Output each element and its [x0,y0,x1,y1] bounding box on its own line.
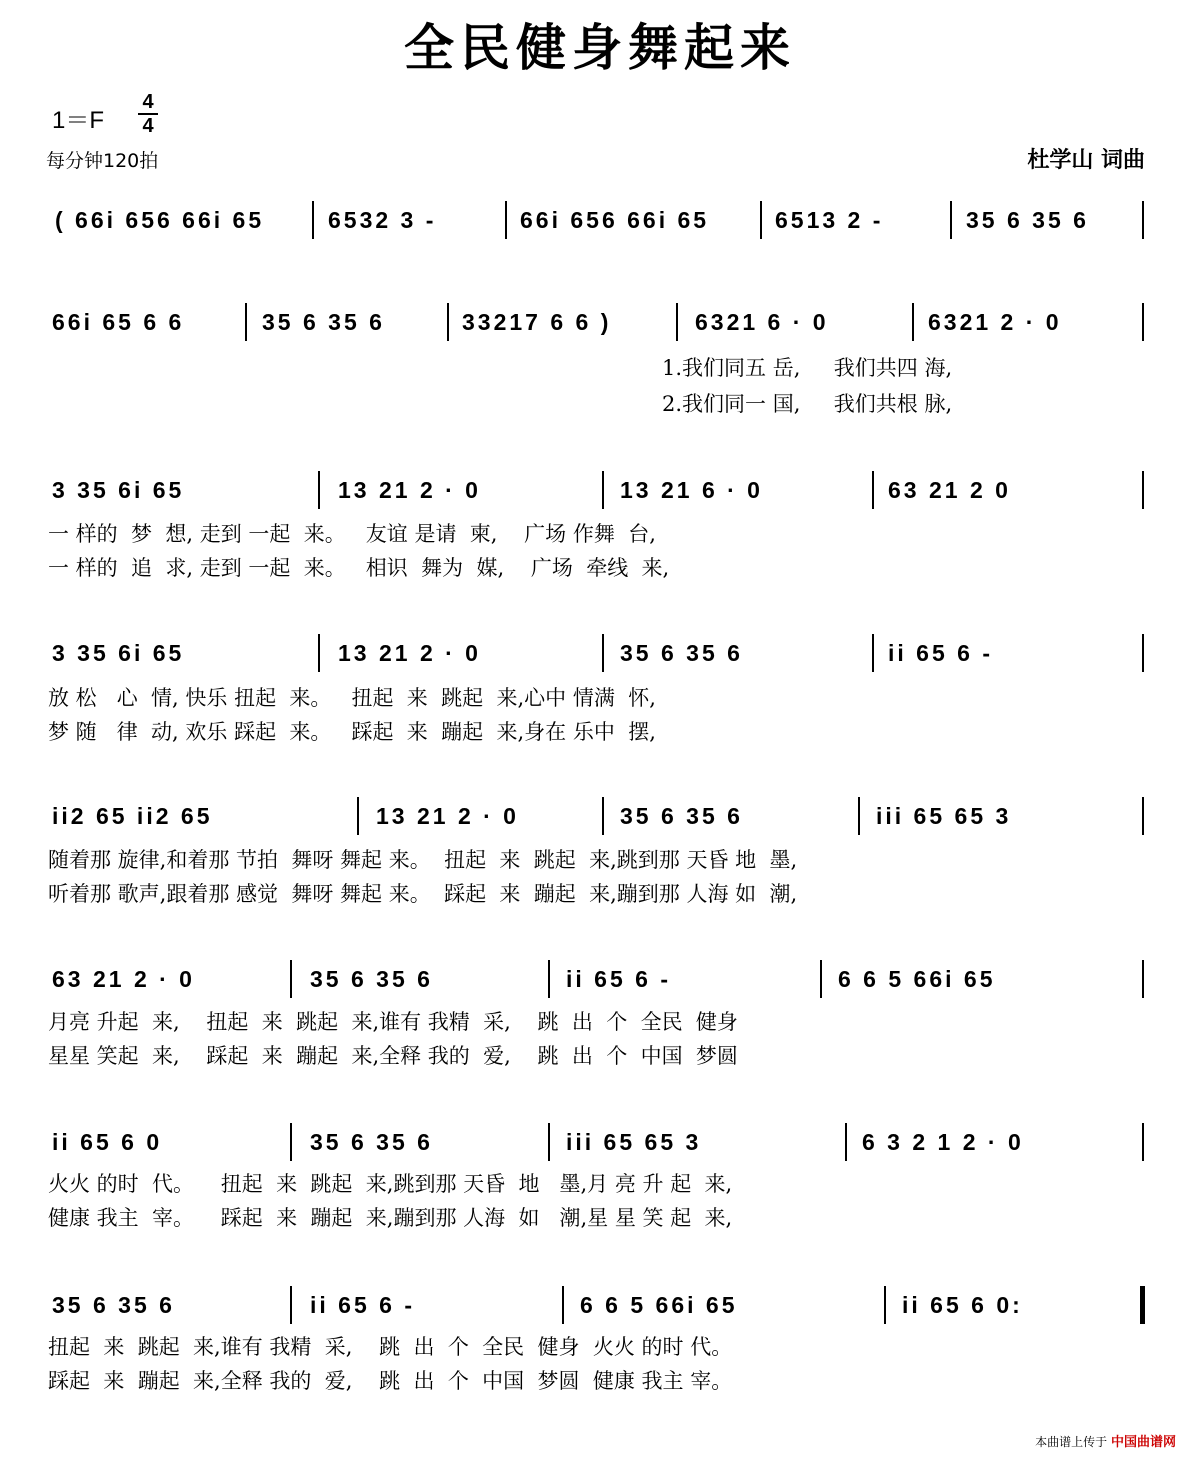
bar-line [602,797,604,835]
bar-line [312,201,314,239]
bar-line [548,1123,550,1161]
bar-line [1142,471,1144,509]
bar-line [872,471,874,509]
footer [1035,1431,1176,1450]
key-signature: 1＝F [52,107,105,134]
lyric-line: 一 样的 梦 想, 走到 一起 来。 友谊 是请 柬, 广场 作舞 台, [48,522,656,546]
lyric-line: 月亮 升起 来, 扭起 来 跳起 来,谁有 我精 采, 跳 出 个 全民 健身 [48,1010,738,1034]
notation-line [0,638,1200,678]
measure-notes: 13 21 2 · 0 [338,640,481,666]
measure-notes: 6513 2 - [775,207,884,233]
measure-notes: 35 6 35 6 [620,640,743,666]
measure-notes: 33217 6 6 ) [462,309,612,335]
bar-line [1140,1286,1145,1324]
notation-line [0,205,1200,245]
measure-notes: 35 6 35 6 [620,803,743,829]
bar-line [676,303,678,341]
bar-line [1142,634,1144,672]
page-title: 全民健身舞起来 [404,18,796,77]
bar-line [318,471,320,509]
bar-line [602,634,604,672]
bar-line [858,797,860,835]
measure-notes: 35 6 35 6 [52,1292,175,1318]
measure-notes: 63 21 2 0 [888,477,1011,503]
bar-line [1142,303,1144,341]
bar-line [845,1123,847,1161]
bar-line [912,303,914,341]
bar-line [602,471,604,509]
measure-notes: 6321 2 · 0 [928,309,1062,335]
measure-notes: ii2 65 ii2 65 [52,803,213,829]
lyric-line: 放 松 心 情, 快乐 扭起 来。 扭起 来 跳起 来,心中 情满 怀, [48,686,656,710]
measure-notes: 3 35 6i 65 [52,477,185,503]
bar-line [548,960,550,998]
measure-notes: 63 21 2 · 0 [52,966,195,992]
time-signature [138,92,158,136]
composer-credit: 杜学山 词曲 [1027,148,1145,173]
notation-line [0,801,1200,841]
notation-line [0,307,1200,347]
lyric-line: 2.我们同一 国, 我们共根 脉, [662,392,953,416]
measure-notes: 35 6 35 6 [310,1129,433,1155]
lyric-line: 听着那 歌声,跟着那 感觉 舞呀 舞起 来。 踩起 来 蹦起 来,蹦到那 人海 如 潮, [48,882,798,906]
meter-top: 4 [142,91,154,113]
bar-line [447,303,449,341]
lyric-line: 扭起 来 跳起 来,谁有 我精 采, 跳 出 个 全民 健身 火火 的时 代。 [48,1335,733,1359]
measure-notes: 6321 6 · 0 [695,309,829,335]
tempo-marking: 每分钟120拍 [46,150,159,172]
measure-notes: 13 21 2 · 0 [376,803,519,829]
bar-line [950,201,952,239]
measure-notes: ii 65 6 - [310,1292,415,1318]
lyric-line: 1.我们同五 岳, 我们共四 海, [662,356,953,380]
measure-notes: 66i 656 66i 65 [520,207,710,233]
bar-line [505,201,507,239]
bar-line [760,201,762,239]
measure-notes: iii 65 65 3 [566,1129,702,1155]
bar-line [1142,201,1144,239]
measure-notes: ii 65 6 0: [902,1292,1023,1318]
bar-line [1142,1123,1144,1161]
bar-line [290,960,292,998]
lyric-line: 一 样的 追 求, 走到 一起 来。 相识 舞为 媒, 广场 牵线 来, [48,556,670,580]
bar-line [1142,797,1144,835]
lyric-line: 星星 笑起 来, 踩起 来 蹦起 来,全释 我的 爱, 跳 出 个 中国 梦圆 [48,1044,738,1068]
measure-notes: ii 65 6 - [888,640,993,666]
measure-notes: 3 35 6i 65 [52,640,185,666]
lyric-line: 健康 我主 宰。 踩起 来 蹦起 来,蹦到那 人海 如 潮,星 星 笑 起 来, [48,1206,733,1230]
measure-notes: 13 21 6 · 0 [620,477,763,503]
bar-line [318,634,320,672]
bar-line [245,303,247,341]
notation-line [0,964,1200,1004]
measure-notes: 6 6 5 66i 65 [838,966,996,992]
measure-notes: ( 66i 656 66i 65 [55,207,265,233]
bar-line [290,1286,292,1324]
bar-line [820,960,822,998]
meter-bottom: 4 [142,115,154,137]
bar-line [884,1286,886,1324]
site-logo: 中国曲谱网 [1110,1435,1176,1450]
bar-line [562,1286,564,1324]
lyric-line: 火火 的时 代。 扭起 来 跳起 来,跳到那 天昏 地 墨,月 亮 升 起 来, [48,1172,733,1196]
measure-notes: 6532 3 - [328,207,437,233]
measure-notes: 35 6 35 6 [966,207,1089,233]
lyric-line: 踩起 来 蹦起 来,全释 我的 爱, 跳 出 个 中国 梦圆 健康 我主 宰。 [48,1369,733,1393]
measure-notes: iii 65 65 3 [876,803,1012,829]
measure-notes: 35 6 35 6 [262,309,385,335]
notation-line [0,475,1200,515]
bar-line [357,797,359,835]
measure-notes: ii 65 6 0 [52,1129,163,1155]
measure-notes: 6 3 2 1 2 · 0 [862,1129,1024,1155]
measure-notes: 35 6 35 6 [310,966,433,992]
lyric-line: 随着那 旋律,和着那 节拍 舞呀 舞起 来。 扭起 来 跳起 来,跳到那 天昏 地 墨, [48,848,798,872]
measure-notes: 13 21 2 · 0 [338,477,481,503]
notation-line [0,1290,1200,1330]
bar-line [290,1123,292,1161]
notation-line [0,1127,1200,1167]
footer-text: 本曲谱上传于 [1035,1435,1108,1449]
measure-notes: 6 6 5 66i 65 [580,1292,738,1318]
bar-line [872,634,874,672]
bar-line [1142,960,1144,998]
measure-notes: ii 65 6 - [566,966,671,992]
measure-notes: 66i 65 6 6 [52,309,185,335]
lyric-line: 梦 随 律 动, 欢乐 踩起 来。 踩起 来 蹦起 来,身在 乐中 摆, [48,720,656,744]
